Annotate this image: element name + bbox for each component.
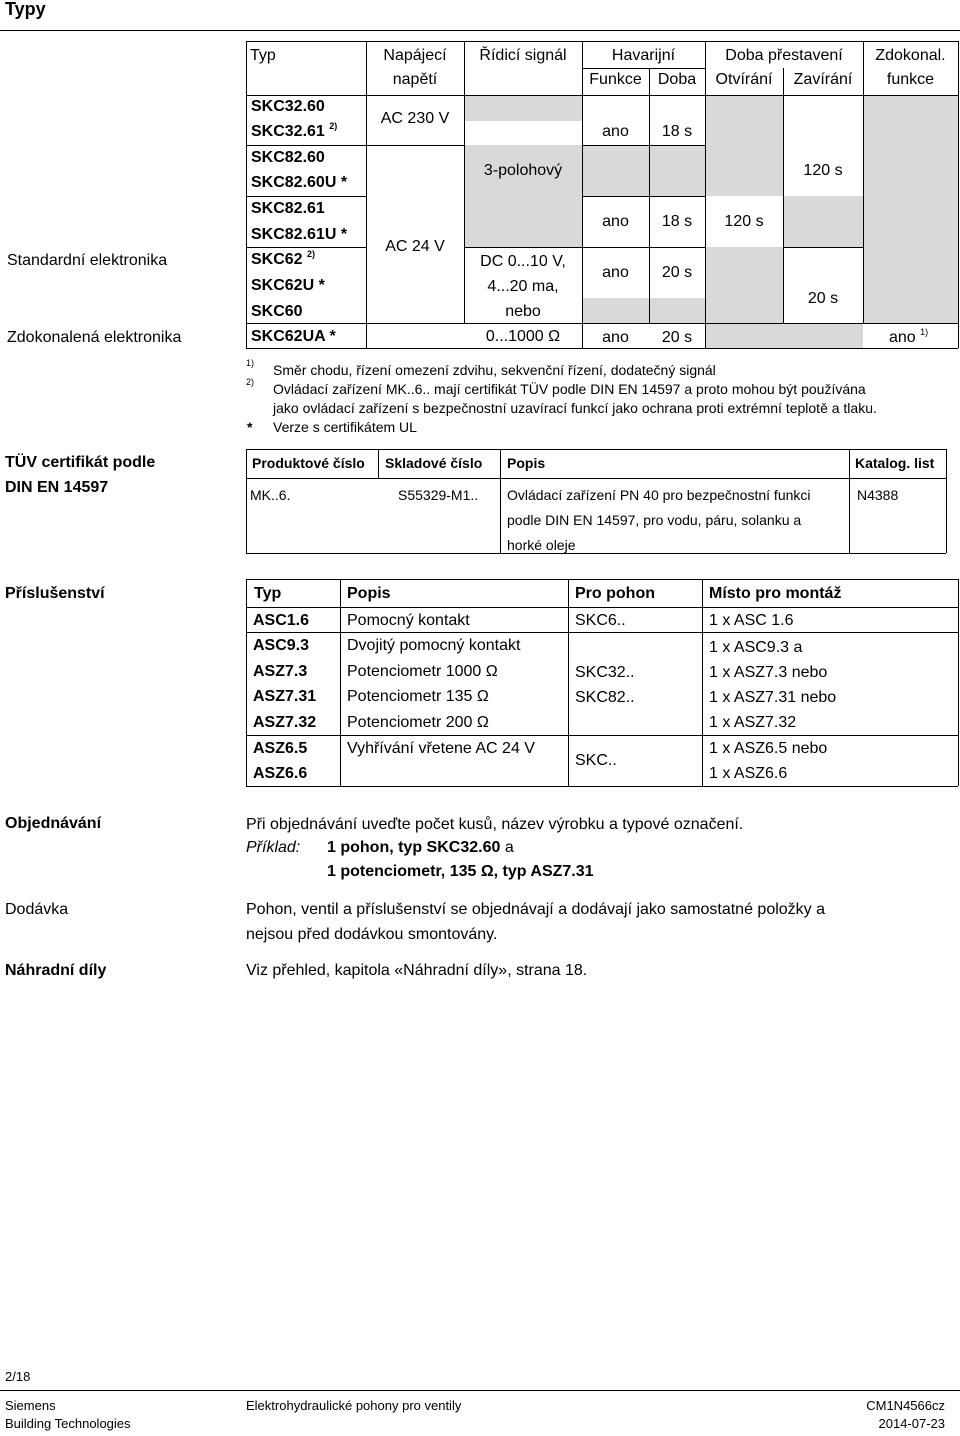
rule <box>366 145 464 146</box>
th-product-number: Produktové číslo <box>252 455 365 471</box>
type-name: SKC82.60U * <box>251 174 348 191</box>
tuv-product: MK..6. <box>250 487 291 503</box>
closing-time: 120 s <box>803 162 843 179</box>
acc-mounting: 1 x ASC 1.6 <box>709 612 794 629</box>
acc-mounting: 1 x ASZ7.32 <box>709 714 797 731</box>
rule <box>946 449 947 553</box>
shade <box>863 95 958 323</box>
acc-actuator-group: SKC.. <box>575 752 617 769</box>
acc-actuator: SKC6.. <box>575 612 626 629</box>
label-tuv-l1: TÜV certifikát podle <box>5 454 156 471</box>
rule <box>783 68 784 323</box>
voltage-24: AC 24 V <box>385 238 445 255</box>
acc-type: ASZ7.31 <box>253 688 317 705</box>
acc-description: Potenciometr 135 Ω <box>347 688 489 705</box>
shade <box>705 247 783 323</box>
acc-type: ASZ7.32 <box>253 714 317 731</box>
th-acc-mounting: Místo pro montáž <box>709 585 842 602</box>
shade <box>464 196 582 247</box>
label-accessories: Příslušenství <box>5 585 105 602</box>
rule <box>568 579 569 786</box>
rule <box>340 579 341 786</box>
advanced-function: ano $^{1)}$ <box>889 327 929 346</box>
th-acc-actuator: Pro pohon <box>575 585 655 602</box>
emergency-function: ano <box>602 329 629 346</box>
tuv-catalog: N4388 <box>857 487 899 503</box>
rule <box>246 735 958 736</box>
rule <box>246 247 366 248</box>
rule <box>246 553 946 554</box>
footnote-2-line-2: jako ovládací zařízení s bezpečnostní uzavírací funkcí jako ochrana proti extrémní teplotě a tlaku. <box>273 400 877 416</box>
emergency-time: 20 s <box>661 329 693 346</box>
footer-doc-number: CM1N4566cz <box>866 1398 945 1413</box>
rule <box>246 478 946 479</box>
type-name: SKC82.61U * <box>251 226 348 243</box>
emergency-function: ano <box>602 213 629 230</box>
rule <box>702 579 703 786</box>
th-catalog-sheet: Katalog. list <box>855 455 935 471</box>
rule <box>246 41 958 42</box>
acc-description: Potenciometr 200 Ω <box>347 714 489 731</box>
footnote-mark: * <box>247 419 253 435</box>
footnote-mark: 2) <box>246 377 255 387</box>
rule <box>582 196 705 197</box>
rule <box>464 247 705 248</box>
type-name: SKC82.61 <box>251 200 325 217</box>
th-description: Popis <box>507 455 546 471</box>
th-napajeci-1: Napájecí <box>383 47 447 64</box>
emergency-time: 20 s <box>661 264 693 281</box>
rule <box>582 68 705 69</box>
th-zdokonal-1: Zdokonal. <box>875 47 946 64</box>
acc-type: ASC1.6 <box>253 612 310 629</box>
ordering-example-label: Příklad: <box>246 839 301 856</box>
acc-type: ASZ7.3 <box>253 663 308 680</box>
acc-description: Pomocný kontakt <box>347 612 470 629</box>
acc-type: ASC9.3 <box>253 637 310 654</box>
footnote-1: Směr chodu, řízení omezení zdvihu, sekvenční řízení, dodatečný signál <box>273 362 716 378</box>
shade <box>464 95 582 121</box>
emergency-function: ano <box>602 123 629 140</box>
rule <box>246 449 247 553</box>
th-acc-type: Typ <box>254 585 282 602</box>
rule <box>958 579 959 786</box>
rule <box>246 632 958 633</box>
emergency-function: ano <box>602 264 629 281</box>
footer-title: Elektrohydraulické pohony pro ventily <box>246 1398 462 1413</box>
tuv-stock: S55329-M1.. <box>398 487 479 503</box>
footnote-ref: 2) <box>329 121 338 131</box>
label-delivery: Dodávka <box>5 901 69 918</box>
rule <box>582 145 705 146</box>
delivery-line-2: nejsou před dodávkou smontovány. <box>246 926 498 943</box>
signal-dc-1: DC 0...10 V, <box>480 253 566 270</box>
footer-company-2: Building Technologies <box>5 1416 131 1431</box>
th-zdokonal-2: funkce <box>886 71 935 88</box>
label-advanced-electronics: Zdokonalená elektronika <box>7 329 182 346</box>
acc-mounting: 1 x ASZ7.3 nebo <box>709 664 828 681</box>
signal-ohm: 0...1000 Ω <box>485 328 561 345</box>
ordering-text: Při objednávání uveďte počet kusů, název výrobku a typové označení. <box>246 816 744 833</box>
th-acc-description: Popis <box>347 585 391 602</box>
acc-description: Dvojitý pomocný kontakt <box>347 637 521 654</box>
shade <box>783 196 863 247</box>
acc-mounting: 1 x ASZ6.5 nebo <box>709 740 828 757</box>
rule <box>246 323 958 324</box>
rule <box>246 348 958 349</box>
tuv-description-3: horké oleje <box>507 537 576 553</box>
type-name: SKC62 $^{2)}$ <box>251 249 316 268</box>
rule <box>958 41 959 348</box>
page-heading: Typy <box>5 0 46 19</box>
rule <box>246 449 946 450</box>
acc-description: Vyhřívání vřetene AC 24 V <box>347 740 535 757</box>
acc-mounting: 1 x ASC9.3 a <box>709 639 803 656</box>
type-name: SKC32.60 <box>251 98 325 115</box>
tuv-description-1: Ovládací zařízení PN 40 pro bezpečnostní funkci <box>507 487 811 503</box>
type-name: SKC62U * <box>251 277 325 294</box>
spare-parts-text: Viz přehled, kapitola «Náhradní díly», strana 18. <box>246 962 588 979</box>
signal-dc-3: nebo <box>505 303 541 320</box>
type-name: SKC32.61 $^{2)}$ <box>251 121 338 140</box>
shade <box>705 95 783 145</box>
th-funkce: Funkce <box>589 71 642 88</box>
delivery-line-1: Pohon, ventil a příslušenství se objednávají a dodávají jako samostatné položky a <box>246 901 826 918</box>
acc-description: Potenciometr 1000 Ω <box>347 663 498 680</box>
th-typ: Typ <box>250 47 276 64</box>
label-standard-electronics: Standardní elektronika <box>7 252 168 269</box>
rule <box>849 449 850 553</box>
th-zavirani: Zavírání <box>793 71 853 88</box>
rule <box>246 196 366 197</box>
type-name: SKC60 <box>251 303 303 320</box>
th-stock-number: Skladové číslo <box>385 455 483 471</box>
rule <box>246 41 247 348</box>
signal-dc-2: 4...20 ma, <box>487 278 559 295</box>
th-doba: Doba <box>657 71 697 88</box>
footer-company-1: Siemens <box>5 1398 56 1413</box>
rule <box>378 449 379 478</box>
heading-rule <box>0 30 960 31</box>
closing-time: 20 s <box>807 290 839 307</box>
th-doba-prestaveni: Doba přestavení <box>725 47 843 64</box>
footnote-ref: 2) <box>307 249 316 259</box>
acc-actuator-group: SKC82.. <box>575 689 635 706</box>
signal-3-position: 3-polohový <box>483 162 563 179</box>
rule <box>246 786 958 787</box>
acc-type: ASZ6.5 <box>253 740 308 757</box>
shade <box>582 298 705 323</box>
emergency-time: 18 s <box>661 213 693 230</box>
voltage-230: AC 230 V <box>380 110 450 127</box>
rule <box>246 95 958 96</box>
footnote-2-line-1: Ovládací zařízení MK..6.. mají certifikát TÜV podle DIN EN 14597 a proto mohou být používána <box>273 381 866 397</box>
opening-time: 120 s <box>724 213 764 230</box>
footnote-mark: 1) <box>246 358 255 368</box>
label-spare-parts: Náhradní díly <box>5 962 107 979</box>
th-otvirani: Otvírání <box>715 71 773 88</box>
footnote-3: Verze s certifikátem UL <box>273 419 417 435</box>
ordering-example-1: 1 pohon, typ SKC32.60 a <box>327 839 514 856</box>
type-name: SKC82.60 <box>251 149 325 166</box>
shade <box>705 323 863 348</box>
ordering-example-2: 1 potenciometr, 135 Ω, typ ASZ7.31 <box>327 863 594 880</box>
footer-rule <box>0 1390 960 1391</box>
rule <box>246 145 366 146</box>
rule <box>500 449 501 553</box>
acc-mounting: 1 x ASZ7.31 nebo <box>709 689 837 706</box>
rule <box>246 579 958 580</box>
shade <box>582 145 783 196</box>
rule <box>246 607 958 608</box>
acc-type: ASZ6.6 <box>253 765 308 782</box>
label-tuv-l2: DIN EN 14597 <box>5 479 109 496</box>
th-napajeci-2: napětí <box>392 71 438 88</box>
type-name: SKC62UA * <box>251 328 336 345</box>
footer-date: 2014-07-23 <box>878 1416 945 1431</box>
footnote-ref: 1) <box>920 327 929 337</box>
th-ridici: Řídicí signál <box>479 47 567 64</box>
emergency-time: 18 s <box>661 123 693 140</box>
label-ordering: Objednávání <box>5 815 102 832</box>
tuv-description-2: podle DIN EN 14597, pro vodu, páru, solanku a <box>507 512 802 528</box>
acc-mounting: 1 x ASZ6.6 <box>709 765 788 782</box>
th-havarijni: Havarijní <box>611 47 676 64</box>
page-number: 2/18 <box>5 1369 31 1384</box>
rule <box>246 579 247 786</box>
acc-actuator-group: SKC32.. <box>575 664 635 681</box>
rule <box>783 247 863 248</box>
